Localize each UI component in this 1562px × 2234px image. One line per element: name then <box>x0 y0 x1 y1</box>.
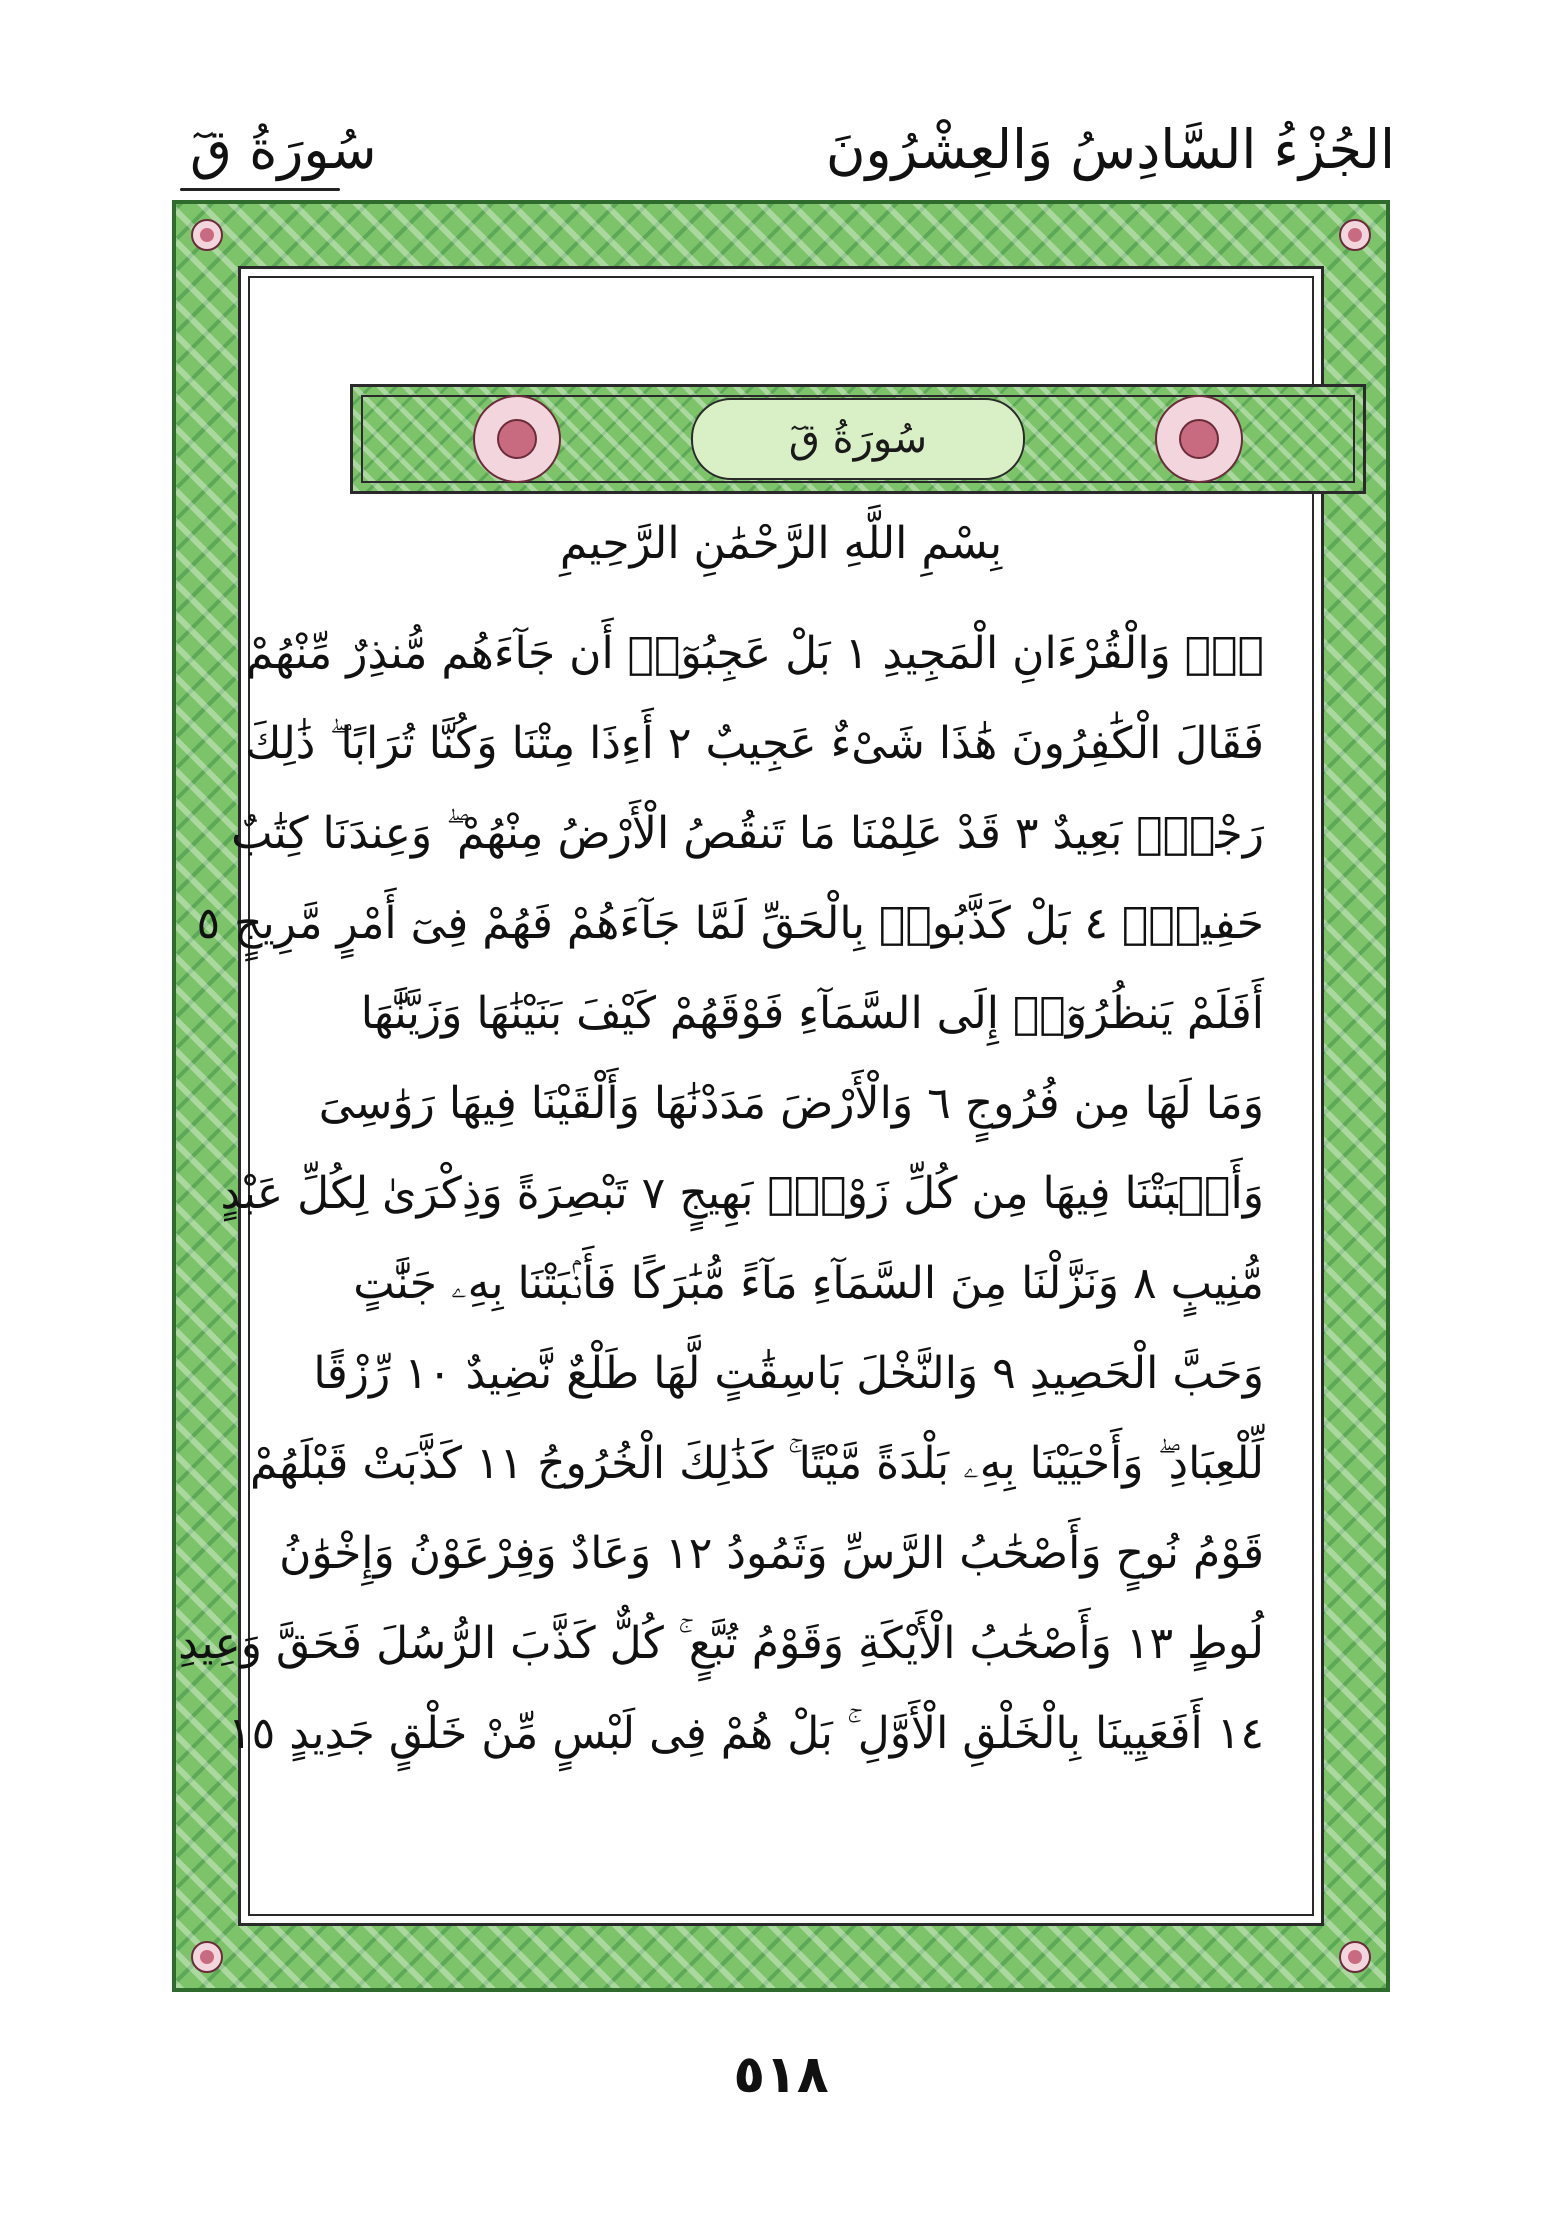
surah-banner <box>350 384 1366 494</box>
text-area <box>178 276 1314 1916</box>
corner-rosette-icon <box>190 1940 224 1974</box>
page-header <box>170 110 1395 200</box>
verse-line: ١٤ أَفَعَيِينَا بِالْخَلْقِ الْأَوَّلِ ۚ بَلْ هُمْ فِى لَبْسٍ مِّنْ خَلْقٍ جَدِيدٍ ١٥ <box>227 1707 1264 1759</box>
surah-header-underline <box>180 188 340 191</box>
verse-line: قٓۚ وَالْقُرْءَانِ الْمَجِيدِ ١ بَلْ عَجِبُوٓا۟ أَن جَآءَهُم مُّنذِرٌ مِّنْهُمْ <box>245 627 1264 679</box>
corner-rosette-icon <box>1338 1940 1372 1974</box>
verse-line: لُوطٍ ١٣ وَأَصْحَٰبُ الْأَيْكَةِ وَقَوْمُ تُبَّعٍ ۚ كُلٌّ كَذَّبَ الرُّسُلَ فَحَقَّ وَعِيدِ <box>178 1617 1264 1669</box>
surah-header-title: سُورَةُ قٓ <box>190 118 377 181</box>
verse-line: وَحَبَّ الْحَصِيدِ ٩ وَالنَّخْلَ بَاسِقَٰتٍ لَّهَا طَلْعٌ نَّضِيدٌ ١٠ رِّزْقًا <box>313 1347 1264 1399</box>
verse-line: قَوْمُ نُوحٍ وَأَصْحَٰبُ الرَّسِّ وَثَمُودُ ١٢ وَعَادٌ وَفِرْعَوْنُ وَإِخْوَٰنُ <box>279 1527 1264 1579</box>
decorative-frame <box>172 200 1390 1992</box>
verse-line: لِّلْعِبَادِ ۖ وَأَحْيَيْنَا بِهِۦ بَلْدَةً مَّيْتًا ۚ كَذَٰلِكَ الْخُرُوجُ ١١ كَذَّبَتْ قَبْلَهُمْ <box>249 1437 1264 1489</box>
verse-line: مُّنِيبٍ ٨ وَنَزَّلْنَا مِنَ السَّمَآءِ مَآءً مُّبَٰرَكًا فَأَنۢبَتْنَا بِهِۦ جَنَّٰتٍ <box>353 1257 1264 1309</box>
banner-medallion-icon <box>1155 395 1243 483</box>
verse-line: فَقَالَ الْكَٰفِرُونَ هَٰذَا شَىْءٌ عَجِيبٌ ٢ أَءِذَا مِتْنَا وَكُنَّا تُرَابًا ۖ ذَٰلِكَ <box>245 717 1264 769</box>
basmala: بِسْمِ اللَّهِ الرَّحْمَٰنِ الرَّحِيمِ <box>559 518 1003 569</box>
verse-line: وَأَنۢبَتْنَا فِيهَا مِن كُلِّ زَوْجٍۭ بَهِيجٍ ٧ تَبْصِرَةً وَذِكْرَىٰ لِكُلِّ عَبْدٍ <box>220 1167 1264 1219</box>
verse-line: حَفِيظٌۢ ٤ بَلْ كَذَّبُوا۟ بِالْحَقِّ لَمَّا جَآءَهُمْ فَهُمْ فِىٓ أَمْرٍ مَّرِيجٍ ٥ <box>196 897 1264 949</box>
corner-rosette-icon <box>190 218 224 252</box>
juz-title: الجُزْءُ السَّادِسُ وَالعِشْرُونَ <box>825 118 1395 181</box>
verse-line: رَجْعٌۢ بَعِيدٌ ٣ قَدْ عَلِمْنَا مَا تَنقُصُ الْأَرْضُ مِنْهُمْ ۖ وَعِندَنَا كِتَٰبٌ <box>231 807 1264 859</box>
page-number: ٥١٨ <box>733 2045 829 2105</box>
surah-title: سُورَةُ قٓ <box>691 398 1025 480</box>
banner-medallion-icon <box>473 395 561 483</box>
verse-line: وَمَا لَهَا مِن فُرُوجٍ ٦ وَالْأَرْضَ مَدَدْنَٰهَا وَأَلْقَيْنَا فِيهَا رَوَٰسِىَ <box>318 1077 1264 1129</box>
verse-block <box>178 608 1264 1778</box>
corner-rosette-icon <box>1338 218 1372 252</box>
verse-line: أَفَلَمْ يَنظُرُوٓا۟ إِلَى السَّمَآءِ فَوْقَهُمْ كَيْفَ بَنَيْنَٰهَا وَزَيَّنَّٰهَا <box>360 987 1264 1039</box>
